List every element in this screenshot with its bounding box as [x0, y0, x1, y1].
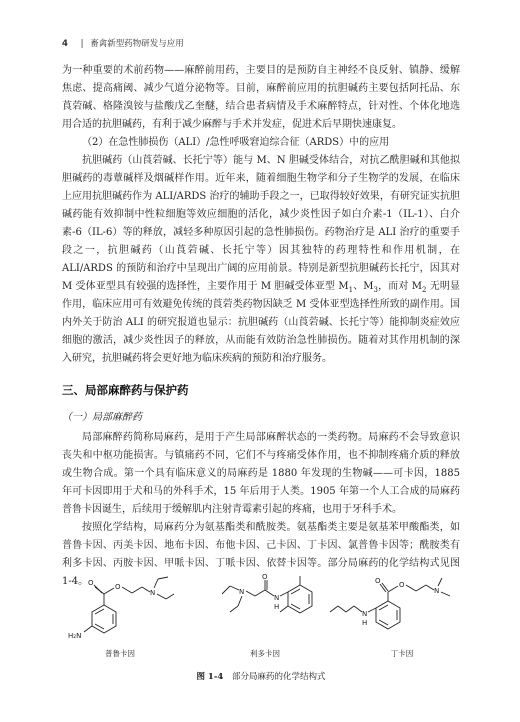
paragraph-premedication: 为一种重要的术前药物——麻醉前用药，主要目的是预防自主神经不良反射、镇静、缓解焦虑、提高痛阈、减少气道分泌物等。目前，麻醉前应用的抗胆碱药主要包括阿托品、东莨菪碱、格隆溴铵与盐酸戊乙奎醚，结合患者病情及手术麻醉特点，针对性、个体化地选用合适的抗胆碱药，有利于减少麻醉与手术并发症，促进术后早期快速康复。 [62, 65, 460, 130]
nitrogen-label: N [239, 588, 245, 596]
section-title: 三、局部麻醉药与保护药 [62, 383, 189, 397]
amide-h-label: H [274, 603, 280, 611]
paragraph-local-anesthetics: 局部麻醉药简称局麻药，是用于产生局部麻醉状态的一类药物。局麻药不会导致意识丧失和中枢功能损害。与镇痛药不同，它们不与疼痛受体作用，也不抑制疼痛介质的释放或生物合成。第一个具有临床意义的局麻药是 1880 年发现的生物碱——可卡因，1885 年可卡因即用于犬和马的外科手术，15 年后用于人类。1905 年第一个人工合成的局麻药普鲁卡因诞生，后续用于缓解肌内注射青霉素引起的疼痛，也用于牙科手术。 [62, 432, 460, 515]
page-number: 4 [62, 39, 68, 49]
lidocaine-structure [222, 573, 312, 613]
ester-o-label: O [115, 583, 121, 591]
subscript: 1 [348, 286, 354, 294]
lidocaine-label: 利多卡因 [250, 649, 280, 658]
text-run: 、M [353, 281, 374, 292]
subsection-title: （一）局部麻醉药 [62, 412, 142, 423]
running-header [62, 37, 184, 49]
nh-n-label: N [362, 610, 368, 618]
carbonyl-o-label: O [262, 573, 268, 581]
text-run: ，而对 M [378, 281, 422, 292]
tetracaine-structure [330, 577, 450, 629]
procaine-structure [68, 577, 174, 640]
paragraph-ali-ards [62, 152, 460, 368]
figure-1-4 [62, 572, 460, 682]
carbonyl-o-label: O [88, 579, 94, 587]
nitrogen-label: N [150, 589, 156, 597]
amide-n-label: N [274, 594, 280, 602]
figure-number: 图 1-4 [196, 672, 224, 682]
book-title: 畜禽新型药物研发与应用 [90, 39, 184, 49]
nitrogen-label: N [434, 587, 440, 595]
carbonyl-o-label: O [375, 577, 381, 585]
paragraph-classification: 按照化学结构，局麻药分为氨基酯类和酰胺类。氨基酯类主要是氨基苯甲酸酯类，如普鲁卡因、丙美卡因、地布卡因、布他卡因、己卡因、丁卡因、氯普鲁卡因等；酰胺类有利多卡因、丙胺卡因、甲哌卡因、丁哌卡因、依替卡因等。部分局麻药的化学结构式见图 1-4。 [62, 522, 460, 587]
subheading-ali-ards: （2）在急性肺损伤（ALI）/急性呼吸窘迫综合征（ARDS）中的应用 [82, 137, 390, 148]
nh-h-label: H [362, 619, 368, 627]
figure-caption-text: 部分局麻药的化学结构式 [232, 672, 326, 682]
ester-o-label: O [399, 581, 405, 589]
body-text [62, 62, 460, 591]
figure-caption [62, 670, 460, 682]
amine-label: H₂N [68, 632, 82, 640]
subscript: 3 [373, 286, 379, 294]
text-run: 无明显作用，临床应用可有效避免传统的莨菪类药物因缺乏 M 受体亚型选择性所致的副作用。国内外关于防治 ALI 的研究报道也显示：抗胆碱药（山莨菪碱、长托宁等）能抑制炎症效应细胞的激活，减少炎性因子的释放，从而能有效防治急性肺损伤。随着对其作用机制的深入研究，抗胆碱药将会更好地为临床疾病的预防和治疗服务。 [62, 281, 460, 364]
text-run: 抗胆碱药（山莨菪碱、长托宁等）能与 M、N 胆碱受体结合，对抗乙酰胆碱和其他拟胆碱药的毒蕈碱样及烟碱样作用。近年来，随着细胞生物学和分子生物学的发展，在临床上应用抗胆碱药作为 ALI/ARDS 治疗的辅助手段之一，已取得较好效果，有研究证实抗胆碱药能有效抑制中性粒细胞等效应细胞的活化，减少炎性因子如白介素-1（IL-1）、白介素-6（IL-6）等的释放，减轻多种原因引起的急性肺损伤。药物治疗是 ALI 治疗的重要手段之一，抗胆碱药（山莨菪碱、长托宁等）因其独特的药理特性和作用机制，在 ALI/ARDS 的预防和治疗中呈现出广阔的应用前景。特别是新型抗胆碱药长托宁，因其对 M 受体亚型具有较强的选择性，主要作用于 M 胆碱受体亚型 M [62, 155, 460, 292]
subscript: 2 [422, 286, 427, 294]
tetracaine-label: 丁卡因 [390, 649, 414, 658]
header-separator: | [80, 39, 84, 49]
procaine-label: 普鲁卡因 [105, 649, 135, 658]
